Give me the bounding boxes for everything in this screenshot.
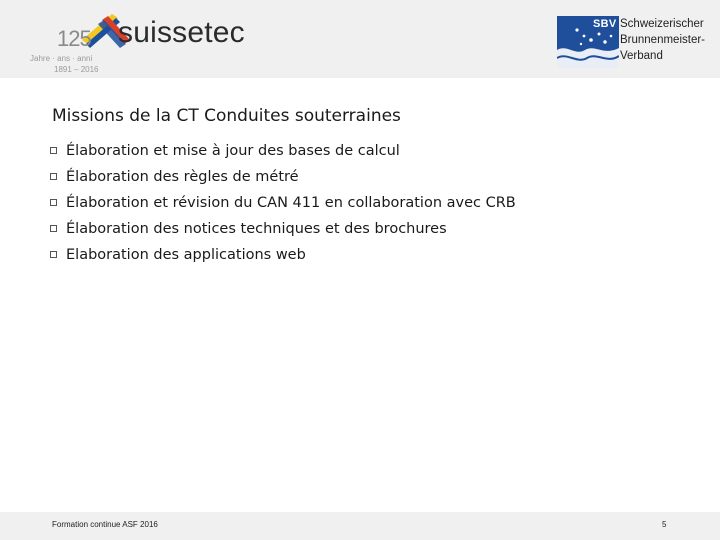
slide-title: Missions de la CT Conduites souterraines — [52, 106, 401, 126]
page-number: 5 — [662, 520, 667, 529]
bullet-item — [50, 243, 516, 269]
sbv-name — [620, 16, 705, 64]
bullet-square-icon — [50, 199, 57, 206]
bullet-item — [50, 165, 516, 191]
sbv-name-line: Verband — [620, 50, 663, 62]
anniversary-years: 1891 – 2016 — [54, 65, 99, 74]
sbv-logo — [557, 14, 707, 70]
bullet-list — [50, 139, 516, 269]
header-band — [0, 0, 720, 78]
bullet-square-icon — [50, 225, 57, 232]
bullet-square-icon — [50, 147, 57, 154]
bullet-item — [50, 139, 516, 165]
bullet-text: Élaboration et révision du CAN 411 en collaboration avec CRB — [66, 195, 516, 211]
suissetec-logo — [22, 8, 252, 74]
anniversary-words: Jahre · ans · anni — [30, 54, 93, 63]
footer-band — [0, 512, 720, 540]
bullet-text: Élaboration des règles de métré — [66, 169, 299, 185]
bullet-text: Élaboration et mise à jour des bases de calcul — [66, 143, 400, 159]
bullet-square-icon — [50, 173, 57, 180]
bullet-text: Elaboration des applications web — [66, 247, 306, 263]
sbv-name-line: Schweizerischer — [620, 18, 704, 30]
sbv-abbreviation: SBV — [593, 18, 617, 30]
bullet-item — [50, 217, 516, 243]
sbv-name-line: Brunnenmeister- — [620, 34, 706, 46]
bullet-text: Élaboration des notices techniques et des brochures — [66, 221, 447, 237]
bullet-square-icon — [50, 251, 57, 258]
anniversary-number: 125 — [57, 26, 91, 51]
bullet-item — [50, 191, 516, 217]
brand-name: suissetec — [118, 16, 245, 49]
footer-label: Formation continue ASF 2016 — [52, 520, 158, 529]
